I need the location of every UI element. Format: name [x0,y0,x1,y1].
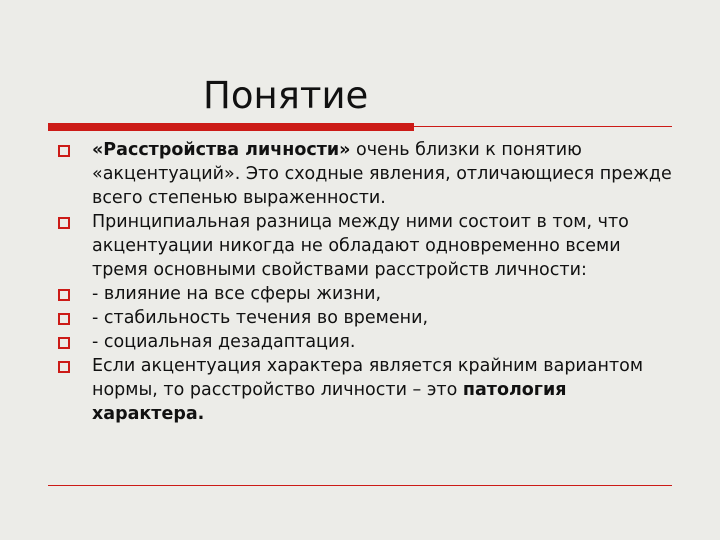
square-bullet-icon [58,337,70,349]
title-accent-bar [48,123,414,131]
bullet-item [56,138,676,210]
title-divider-line [48,126,672,127]
bullet-text: очень близки к понятию «акцентуаций». Это сходные явления, отличающиеся прежде всего степенью выраженности. [92,140,672,208]
bullet-item [56,210,676,282]
bullet-item [56,282,676,306]
square-bullet-icon [58,361,70,373]
bullet-item [56,306,676,330]
bullet-bold-lead: «Расстройства личности» [92,140,351,160]
square-bullet-icon [58,145,70,157]
square-bullet-icon [58,217,70,229]
bullet-bold-tail: патология характера. [92,380,567,424]
bullet-text: Если акцентуация характера является крайним вариантом нормы, то расстройство личности – это [92,356,644,400]
square-bullet-icon [58,313,70,325]
square-bullet-icon [58,289,70,301]
bullet-list [56,138,676,426]
bullet-text: Принципиальная разница между ними состоит в том, что акцентуации никогда не обладают одновременно всеми тремя основными свойствами расстройств личности: [92,212,629,280]
bottom-divider-line [48,485,672,486]
bullet-text: - влияние на все сферы жизни, [92,284,382,304]
bullet-text: - стабильность течения во времени, [92,308,429,328]
bullet-item [56,354,676,426]
bullet-item [56,330,676,354]
slide-title: Понятие [203,74,369,117]
bullet-text: - социальная дезадаптация. [92,332,356,352]
